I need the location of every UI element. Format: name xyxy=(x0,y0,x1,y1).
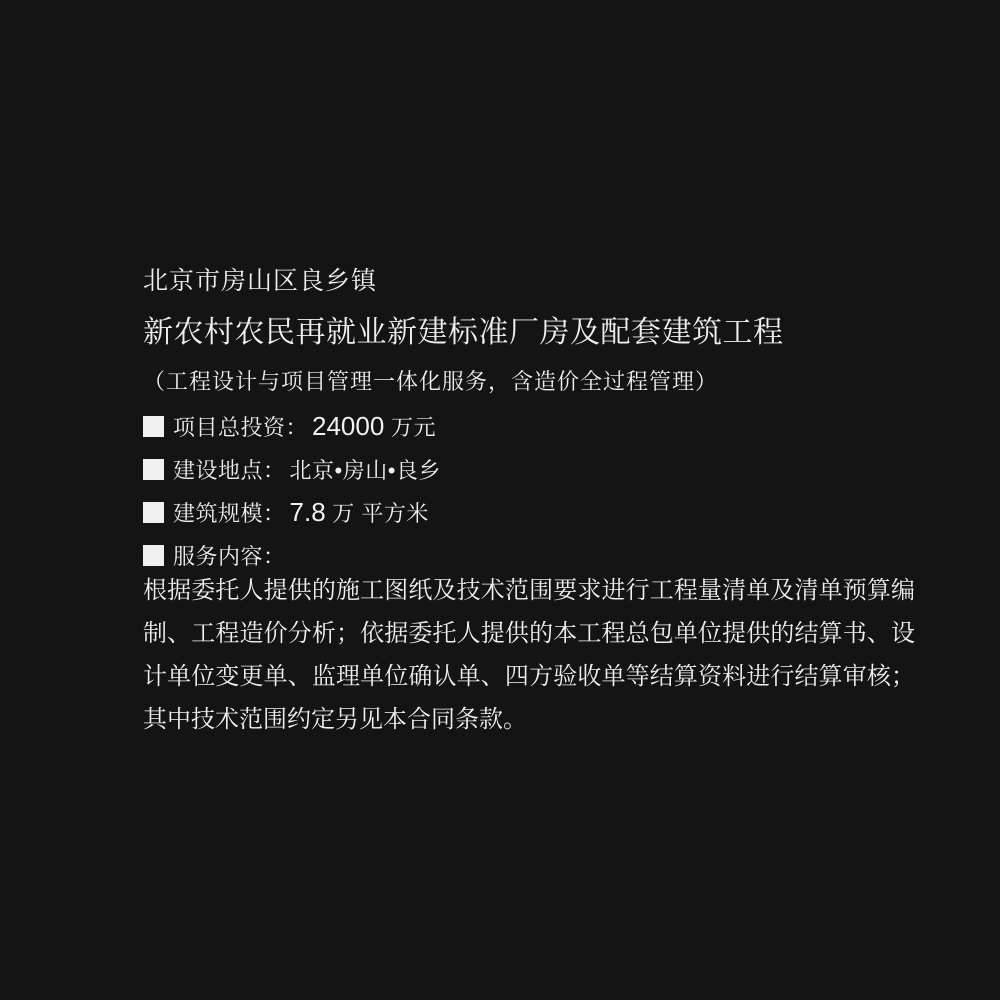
fact-value: 7.8 xyxy=(289,497,326,527)
project-name-title: 新农村农民再就业新建标准厂房及配套建筑工程 xyxy=(143,316,784,349)
fact-label: 服务内容： xyxy=(173,544,286,569)
fact-value: 24000 xyxy=(312,411,385,441)
fact-unit: 万元 xyxy=(384,415,436,440)
project-subtitle: （工程设计与项目管理一体化服务，含造价全过程管理） xyxy=(143,369,719,394)
bullet-square-icon xyxy=(143,459,164,480)
bullet-square-icon xyxy=(143,502,164,523)
fact-row-building-scale xyxy=(143,498,429,528)
fact-label: 项目总投资： xyxy=(173,415,309,440)
fact-unit: 北京•房山•良乡 xyxy=(289,458,441,483)
fact-label: 建设地点： xyxy=(173,458,286,483)
service-description: 根据委托人提供的施工图纸及技术范围要求进行工程量清单及清单预算编制、工程造价分析；依据委托人提供的本工程总包单位提供的结算书、设计单位变更单、监理单位确认单、四方验收单等结算资料进行结算审核；其中技术范围约定另见本合同条款。 xyxy=(143,577,915,733)
fact-row-total-investment xyxy=(143,412,436,442)
fact-unit: 万 平方米 xyxy=(325,501,429,526)
fact-row-location xyxy=(143,455,441,485)
fact-label: 建筑规模： xyxy=(173,501,286,526)
bullet-square-icon xyxy=(143,545,164,566)
fact-row-service-content xyxy=(143,541,290,571)
project-location-title: 北京市房山区良乡镇 xyxy=(143,267,378,295)
bullet-square-icon xyxy=(143,416,164,437)
